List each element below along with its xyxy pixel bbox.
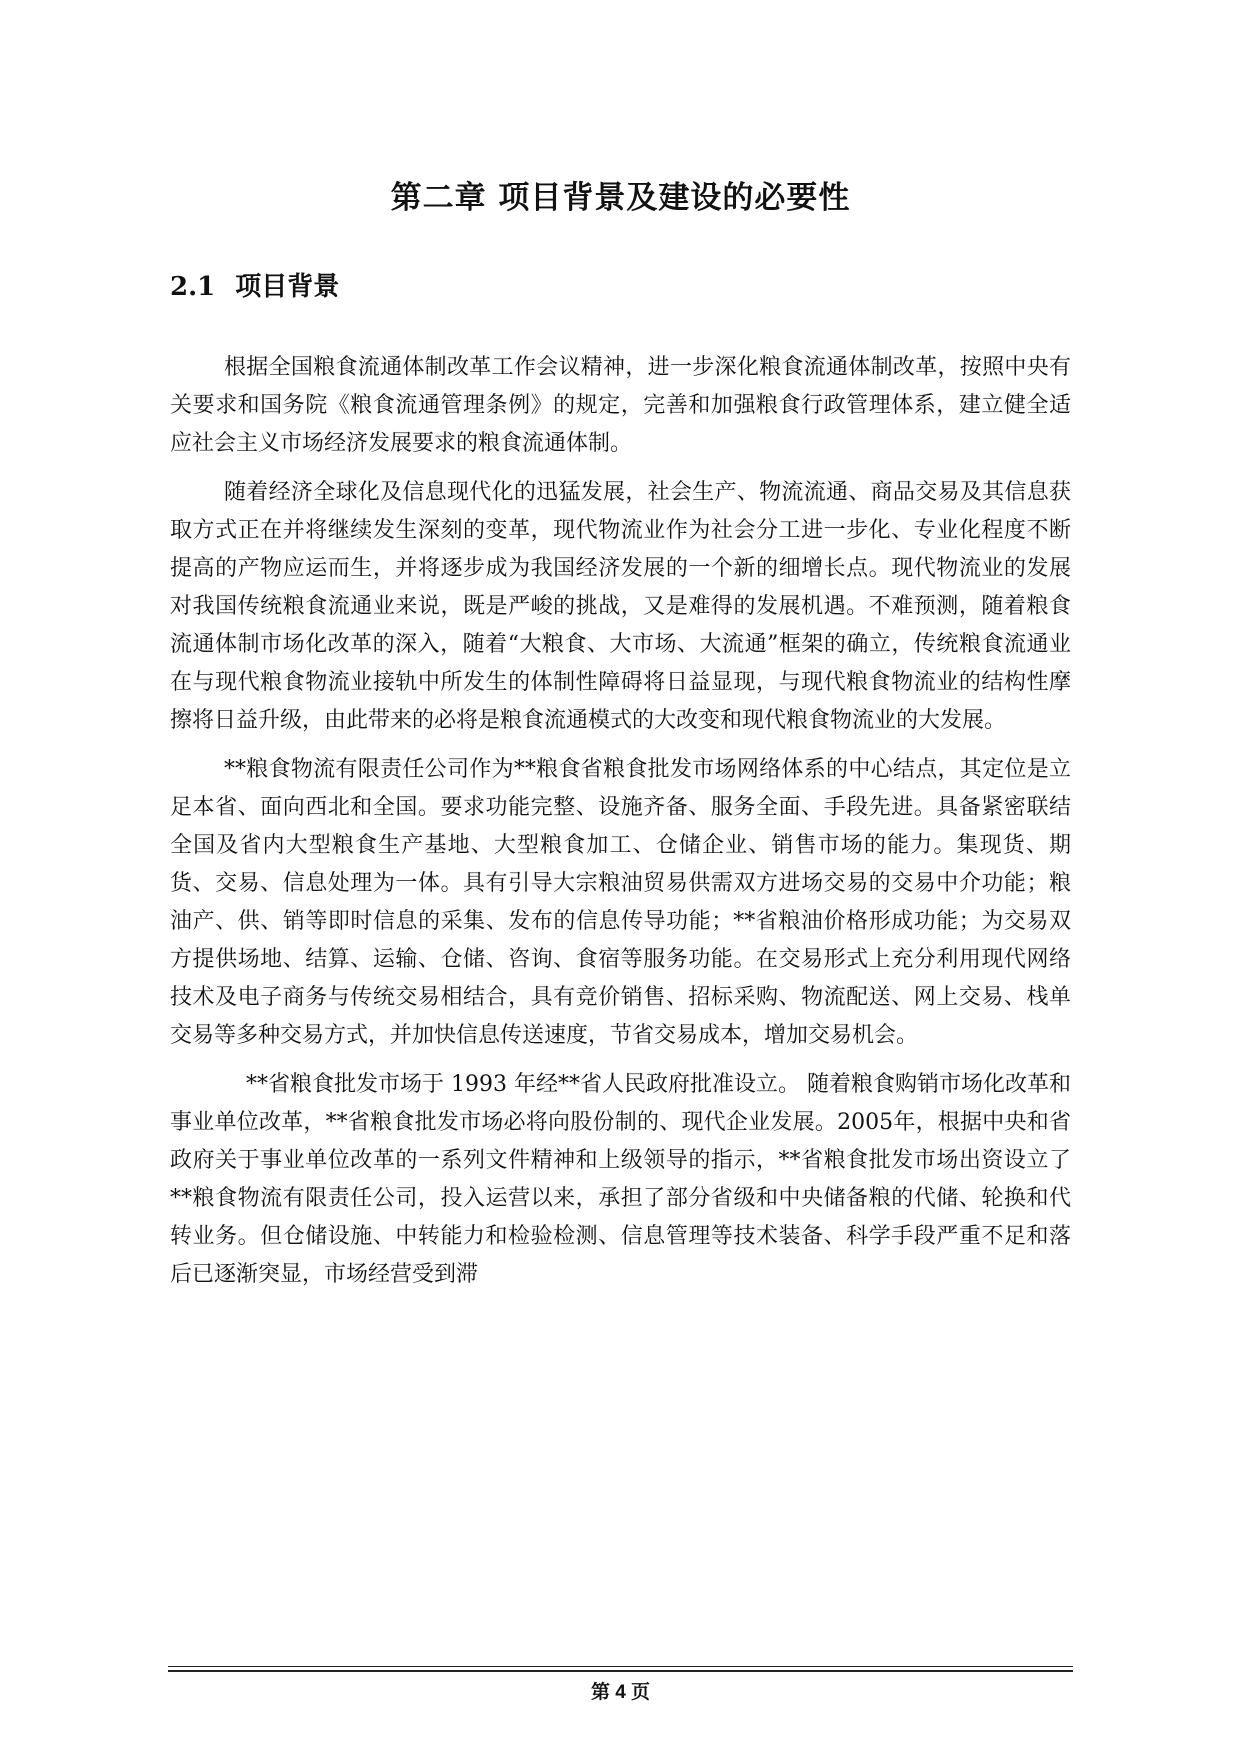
footer-divider: [168, 1666, 1073, 1667]
footer-divider-thick: [168, 1670, 1073, 1672]
body-text: [170, 349, 1071, 1305]
paragraph: 随着经济全球化及信息现代化的迅猛发展，社会生产、物流流通、商品交易及其信息获取方式正在并将继续发生深刻的变革，现代物流业作为社会分工进一步化、专业化程度不断提高的产物应运而生，并将逐步成为我国经济发展的一个新的细增长点。现代物流业的发展对我国传统粮食流通业来说，既是严峻的挑战，又是难得的发展机遇。不难预测，随着粮食流通体制市场化改革的深入，随着“大粮食、大市场、大流通”框架的确立，传统粮食流通业在与现代粮食物流业接轨中所发生的体制性障碍将日益显现，与现代粮食物流业的结构性摩擦将日益升级，由此带来的必将是粮食流通模式的大改变和现代粮食物流业的大发展。: [170, 480, 1071, 733]
section-title: 项目背景: [235, 272, 340, 302]
paragraph: **省粮食批发市场于 1993 年经**省人民政府批准设立。 随着粮食购销市场化改革和事业单位改革，**省粮食批发市场必将向股份制的、现代企业发展。2005年，根据中央和省政府关于事业单位改革的一系列文件精神和上级领导的指示，**省粮食批发市场出资设立了**粮食物流有限责任公司，投入运营以来，承担了部分省级和中央储备粮的代储、轮换和代转业务。但仓储设施、中转能力和检验检测、信息管理等技术装备、科学手段严重不足和落后已逐渐突显，市场经营受到滞: [170, 1072, 1071, 1287]
paragraph: **粮食物流有限责任公司作为**粮食省粮食批发市场网络体系的中心结点，其定位是立足本省、面向西北和全国。要求功能完整、设施齐备、服务全面、手段先进。具备紧密联结全国及省内大型粮食生产基地、大型粮食加工、仓储企业、销售市场的能力。集现货、期货、交易、信息处理为一体。具有引导大宗粮油贸易供需双方进场交易的交易中介功能；粮油产、供、销等即时信息的采集、发布的信息传导功能；**省粮油价格形成功能；为交易双方提供场地、结算、运输、仓储、咨询、食宿等服务功能。在交易形式上充分利用现代网络技术及电子商务与传统交易相结合，具有竞价销售、招标采购、物流配送、网上交易、栈单交易等多种交易方式，并加快信息传送速度，节省交易成本，增加交易机会。: [170, 757, 1071, 1048]
paragraph: 根据全国粮食流通体制改革工作会议精神，进一步深化粮食流通体制改革，按照中央有关要求和国务院《粮食流通管理条例》的规定，完善和加强粮食行政管理体系，建立健全适应社会主义市场经济发展要求的粮食流通体制。: [170, 355, 1071, 456]
page-number: 第 4 页: [590, 1682, 651, 1703]
chapter-title: 第二章 项目背景及建设的必要性: [390, 180, 851, 216]
section-heading: [170, 268, 339, 306]
section-number: 2.1: [170, 272, 216, 302]
